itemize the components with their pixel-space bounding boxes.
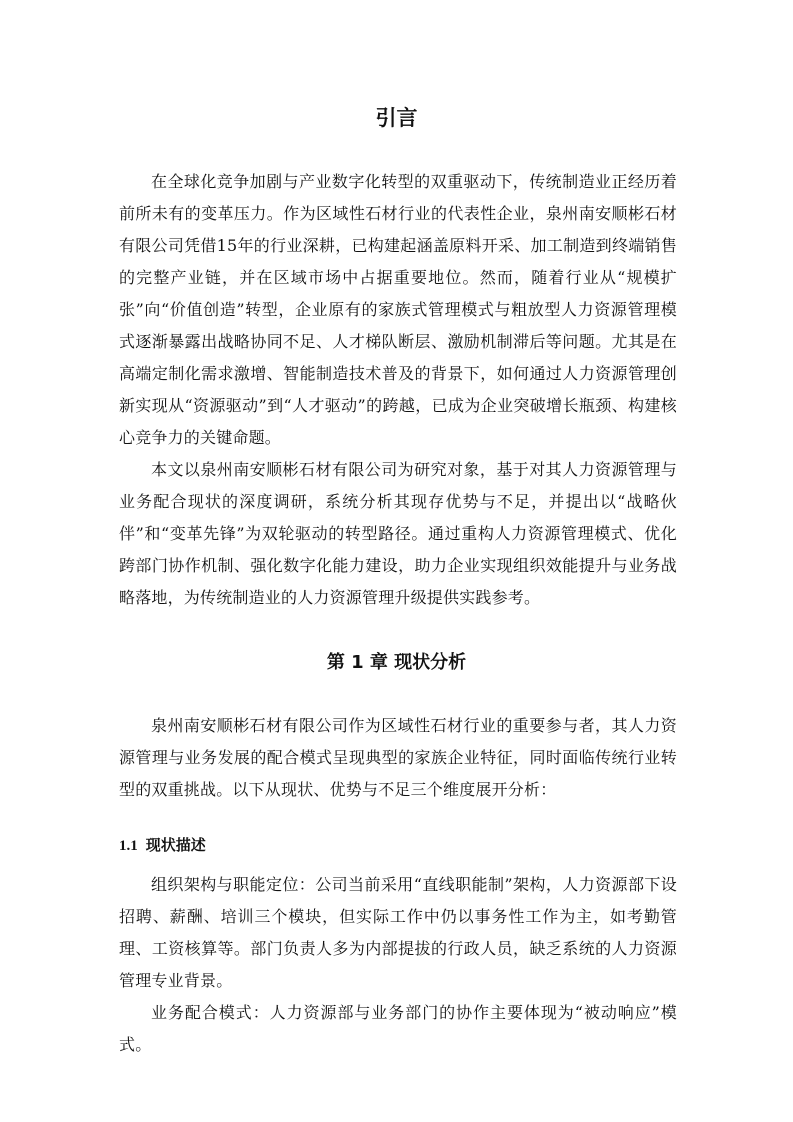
section-1-1-heading xyxy=(119,833,206,858)
chapter-1-title: 第 1 章 现状分析 xyxy=(326,652,467,673)
intro-paragraph-1: 在全球化竞争加剧与产业数字化转型的双重驱动下，传统制造业正经历着前所未有的变革压力。作为区域性石材行业的代表性企业，泉州南安顺彬石材有限公司凭借15年的行业深耕，已构建起涵盖原料开采、加工制造到终端销售的完整产业链，并在区域市场中占据重要地位。然而，随着行业从“规模扩张”向“价值创造”转型，企业原有的家族式管理模式与粗放型人力资源管理模式逐渐暴露出战略协同不足、人才梯队断层、激励机制滞后等问题。尤其是在高端定制化需求激增、智能制造技术普及的背景下，如何通过人力资源管理创新实现从“资源驱动”到“人才驱动”的跨越，已成为企业突破增长瓶颈、构建核心竞争力的关键命题。 xyxy=(119,172,677,447)
section-1-1-paragraph-1: 组织架构与职能定位：公司当前采用“直线职能制”架构，人力资源部下设招聘、薪酬、培训三个模块，但实际工作中仍以事务性工作为主，如考勤管理、工资核算等。部门负责人多为内部提拔的行政人员，缺乏系统的人力资源管理专业背景。 xyxy=(119,875,677,990)
intro-paragraph-2: 本文以泉州南安顺彬石材有限公司为研究对象，基于对其人力资源管理与业务配合现状的深度调研，系统分析其现存优势与不足，并提出以“战略伙伴”和“变革先锋”为双轮驱动的转型路径。通过重构人力资源管理模式、优化跨部门协作机制、强化数字化能力建设，助力企业实现组织效能提升与业务战略落地，为传统制造业的人力资源管理升级提供实践参考。 xyxy=(119,460,677,607)
section-1-1-paragraph-2: 业务配合模式：人力资源部与业务部门的协作主要体现为“被动响应”模式。 xyxy=(119,1003,677,1054)
section-1-1-title: 现状描述 xyxy=(145,836,206,854)
section-1-1-number: 1.1 xyxy=(119,838,138,854)
intro-title: 引言 xyxy=(375,106,418,130)
chapter-1-paragraph-1: 泉州南安顺彬石材有限公司作为区域性石材行业的重要参与者，其人力资源管理与业务发展的配合模式呈现典型的家族企业特征，同时面临传统行业转型的双重挑战。以下从现状、优势与不足三个维度展开分析： xyxy=(119,716,677,799)
